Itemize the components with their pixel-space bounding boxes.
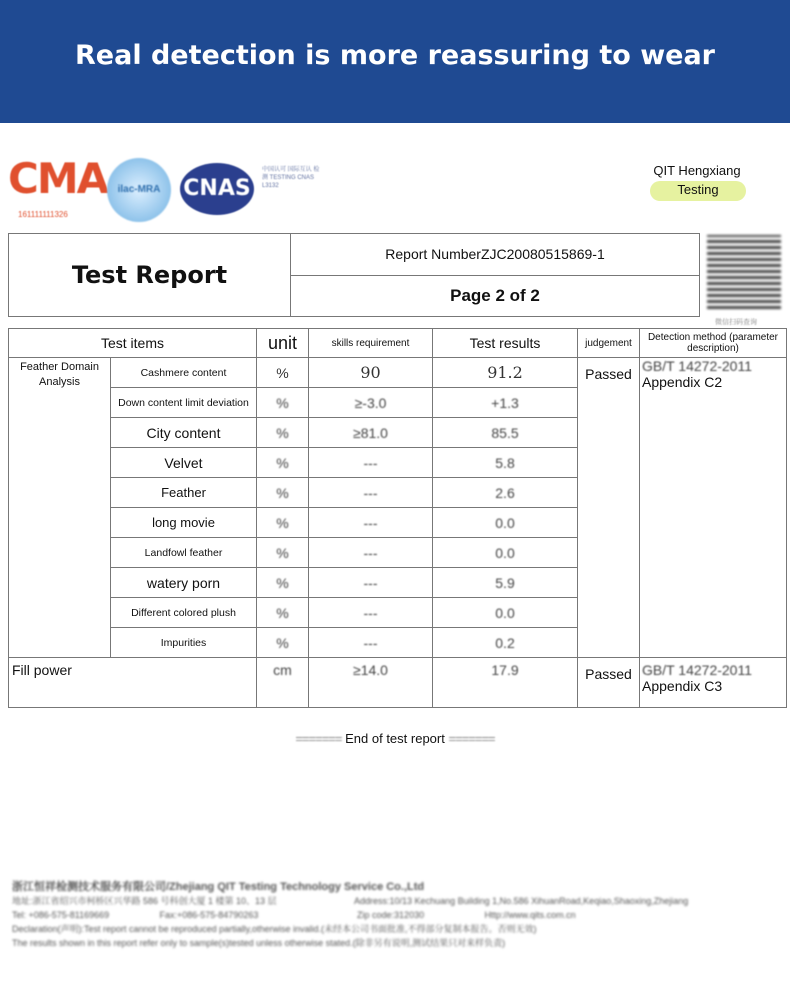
report-title: Test Report xyxy=(9,234,291,317)
issuer-stamp: Testing xyxy=(650,181,746,201)
header-judgement: judgement xyxy=(578,329,640,358)
item-name: watery porn xyxy=(111,568,257,598)
item-unit: % xyxy=(257,538,309,568)
item-unit: % xyxy=(257,568,309,598)
test-results-table xyxy=(8,328,787,708)
item-requirement: 90 xyxy=(309,358,433,388)
report-number-value: ZJC20080515869-1 xyxy=(480,246,605,263)
group-method xyxy=(640,358,787,658)
qr-caption: 微信扫码查询 xyxy=(715,319,757,326)
table-row-fill-power xyxy=(9,658,787,708)
item-unit: % xyxy=(257,418,309,448)
report-number-label: Report Number xyxy=(385,246,481,263)
footer xyxy=(12,880,782,950)
item-name: Down content limit deviation xyxy=(111,388,257,418)
item-requirement: --- xyxy=(309,508,433,538)
item-unit: % xyxy=(257,598,309,628)
qr-code xyxy=(707,235,781,309)
end-dashes-left: ======= xyxy=(295,731,342,746)
group-label: Feather Domain Analysis xyxy=(9,358,111,658)
fill-power-label: Fill power xyxy=(9,658,257,708)
item-result: 0.0 xyxy=(433,538,578,568)
method-code: GB/T 14272-2011 xyxy=(642,358,753,374)
footer-address-row xyxy=(12,894,782,908)
header-results: Test results xyxy=(433,329,578,358)
item-unit: % xyxy=(257,388,309,418)
page-number: Page 2 of 2 xyxy=(291,275,700,317)
fill-power-method xyxy=(640,658,787,708)
table-row xyxy=(9,358,787,388)
item-unit: % xyxy=(257,508,309,538)
item-requirement: ≥81.0 xyxy=(309,418,433,448)
report-header-table xyxy=(8,233,700,317)
footer-company: 浙江恒祥检测技术服务有限公司/Zhejiang QIT Testing Technology Service Co.,Ltd xyxy=(12,881,425,893)
footer-fax: Fax:+086-575-84790263 xyxy=(159,910,259,920)
fill-power-unit: cm xyxy=(257,658,309,708)
item-name: long movie xyxy=(111,508,257,538)
ilac-mra-logo: ilac-MRA xyxy=(107,158,171,222)
footer-tel: Tel: +086-575-81169669 xyxy=(12,910,110,920)
report-number-cell xyxy=(291,234,700,276)
item-unit: % xyxy=(257,358,309,388)
table-header-row xyxy=(9,329,787,358)
end-dashes-right: ======= xyxy=(448,731,495,746)
cnas-logo: CNAS xyxy=(180,163,254,215)
footer-zip: Zip code:312030 xyxy=(357,910,425,920)
item-result: 85.5 xyxy=(433,418,578,448)
item-name: Feather xyxy=(111,478,257,508)
item-requirement: --- xyxy=(309,628,433,658)
item-name: Velvet xyxy=(111,448,257,478)
method-appendix: Appendix C2 xyxy=(642,374,723,390)
header-unit: unit xyxy=(257,329,309,358)
footer-contact-row xyxy=(12,908,782,922)
item-unit: % xyxy=(257,628,309,658)
item-requirement: --- xyxy=(309,568,433,598)
item-name: Landfowl feather xyxy=(111,538,257,568)
item-result: 2.6 xyxy=(433,478,578,508)
item-result: 0.2 xyxy=(433,628,578,658)
header-banner xyxy=(0,0,790,123)
footer-address-en: Address:10/13 Kechuang Building 1,No.586 XihuanRoad,Keqiao,Shaoxing,Zhejiang xyxy=(354,896,689,906)
footer-note: The results shown in this report refer only to sample(s)tested unless otherwise stated.(除非另有说明,测试结果只对来样负责) xyxy=(12,938,506,948)
item-result: 5.8 xyxy=(433,448,578,478)
item-requirement: --- xyxy=(309,538,433,568)
header-test-items: Test items xyxy=(9,329,257,358)
item-unit: % xyxy=(257,478,309,508)
item-name: Different colored plush xyxy=(111,598,257,628)
item-result: 0.0 xyxy=(433,508,578,538)
cnas-caption: 中国认可 国际互认 检测 TESTING CNAS L3132 xyxy=(262,167,320,189)
header-requirement: skills requirement xyxy=(309,329,433,358)
item-name: Cashmere content xyxy=(111,358,257,388)
banner-title: Real detection is more reassuring to wear xyxy=(75,40,715,71)
cma-number: 161111111326 xyxy=(18,210,68,219)
item-unit: % xyxy=(257,448,309,478)
item-result: 5.9 xyxy=(433,568,578,598)
item-result: +1.3 xyxy=(433,388,578,418)
end-of-report xyxy=(0,731,790,746)
item-result: 0.0 xyxy=(433,598,578,628)
item-requirement: --- xyxy=(309,448,433,478)
item-requirement: --- xyxy=(309,598,433,628)
cma-logo: CMA xyxy=(8,154,108,203)
group-judgement: Passed xyxy=(578,358,640,658)
item-result: 91.2 xyxy=(433,358,578,388)
fill-power-result: 17.9 xyxy=(433,658,578,708)
fill-power-judgement: Passed xyxy=(578,658,640,708)
footer-declaration: Declaration(声明):Test report cannot be reproduced partially,otherwise invalid.(未经本公司书面批准,不得部分复制本报告。否则无效) xyxy=(12,924,537,934)
end-text: End of test report xyxy=(345,731,445,746)
header-method: Detection method (parameter description) xyxy=(640,329,787,358)
method-code: GB/T 14272-2011 xyxy=(642,662,753,678)
footer-web: Http://www.qits.com.cn xyxy=(484,910,576,920)
item-name: City content xyxy=(111,418,257,448)
item-requirement: ≥-3.0 xyxy=(309,388,433,418)
item-requirement: --- xyxy=(309,478,433,508)
issuer-name: QIT Hengxiang xyxy=(653,163,741,178)
footer-address-cn: 地址:浙江省绍兴市柯桥区兴华路 586 号科创大厦 1 楼第 10、13 层 xyxy=(12,896,277,906)
item-name: Impurities xyxy=(111,628,257,658)
fill-power-requirement: ≥14.0 xyxy=(309,658,433,708)
method-appendix: Appendix C3 xyxy=(642,678,723,694)
